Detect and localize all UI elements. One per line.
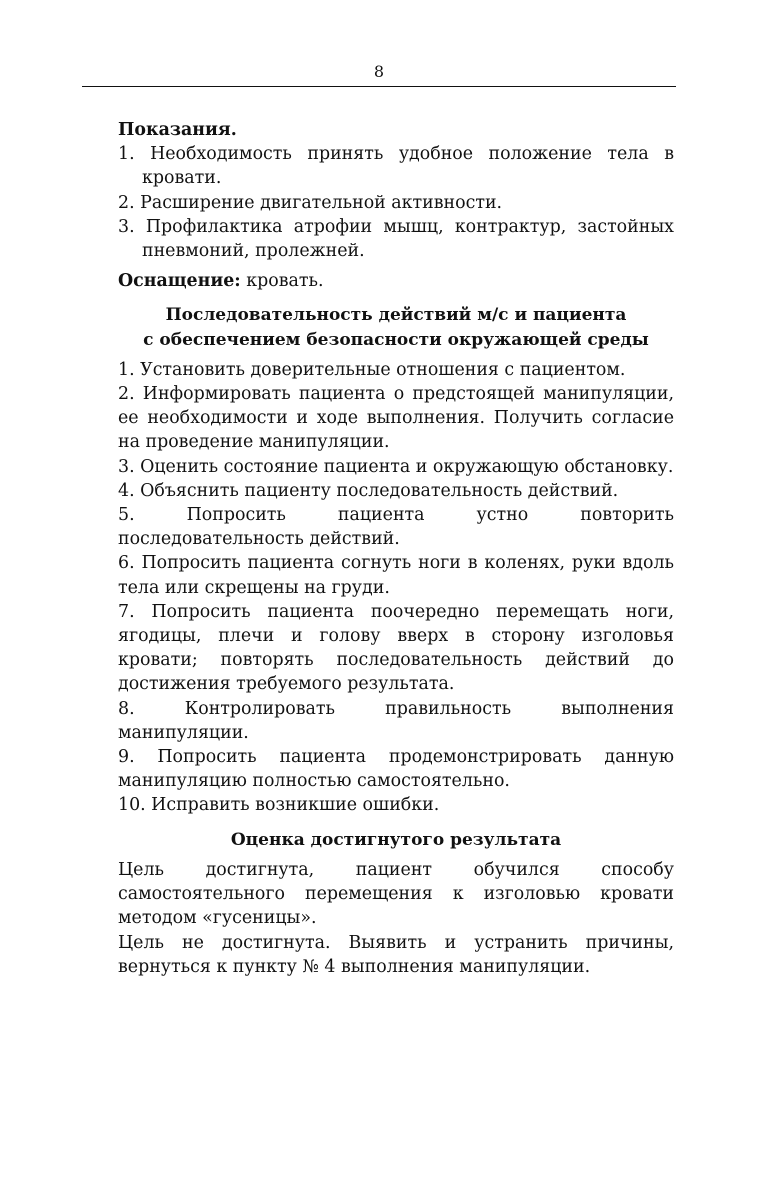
step-3: 3. Оценить состояние пациента и окружающую обстановку. (118, 456, 674, 477)
header-rule (82, 86, 676, 87)
step-1: 1. Установить доверительные отношения с пациентом. (118, 359, 626, 380)
step-2: 2. Информировать пациента о предстоящей манипуляции, ее необходимости и ходе выполнения. Получить согласие на проведение манипуляции. (118, 384, 674, 453)
equipment-line (118, 269, 674, 293)
step-9: 9. Попросить пациента продемонстрировать данную манипуляцию полностью самостоятельно. (118, 747, 674, 792)
step-4: 4. Объяснить пациенту последовательность действий. (118, 480, 619, 501)
indication-item-1: 1. Необходимость принять удобное положение тела в кровати. (118, 144, 674, 189)
step-5: 5. Попросить пациента устно повторить последовательность действий. (118, 505, 674, 550)
indication-item-2: 2. Расширение двигательной активности. (118, 192, 503, 213)
page-number: 8 (373, 62, 385, 81)
evaluation-title: Оценка достигнутого результата (230, 829, 562, 850)
step-8: 8. Контролировать правильность выполнения манипуляции. (118, 698, 674, 743)
equipment-value: кровать. (240, 271, 324, 292)
evaluation-paragraph-1: Цель достигнута, пациент обучился способу самостоятельного перемещения к изголовью кровати методом «гусеницы». (118, 859, 674, 929)
sequence-title-line2: с обеспечением безопасности окружающей среды (143, 329, 649, 350)
page-content (118, 118, 674, 979)
step-7: 7. Попросить пациента поочередно перемещать ноги, ягодицы, плечи и голову вверх в сторону изголовья кровати; повторять последовательность действий до достижения требуемого результата. (118, 601, 674, 695)
sequence-title-line1: Последовательность действий м/с и пациента (165, 305, 627, 326)
indications-title: Показания. (118, 120, 237, 140)
step-10: 10. Исправить возникшие ошибки. (118, 795, 440, 816)
equipment-label: Оснащение: (118, 271, 241, 292)
step-6: 6. Попросить пациента согнуть ноги в коленях, руки вдоль тела или скрещены на груди. (118, 553, 674, 598)
evaluation-paragraph-2: Цель не достигнута. Выявить и устранить причины, вернуться к пункту № 4 выполнения манипуляции. (118, 932, 674, 977)
indication-item-3: 3. Профилактика атрофии мышц, контрактур, застойных пневмоний, пролежней. (118, 216, 674, 262)
